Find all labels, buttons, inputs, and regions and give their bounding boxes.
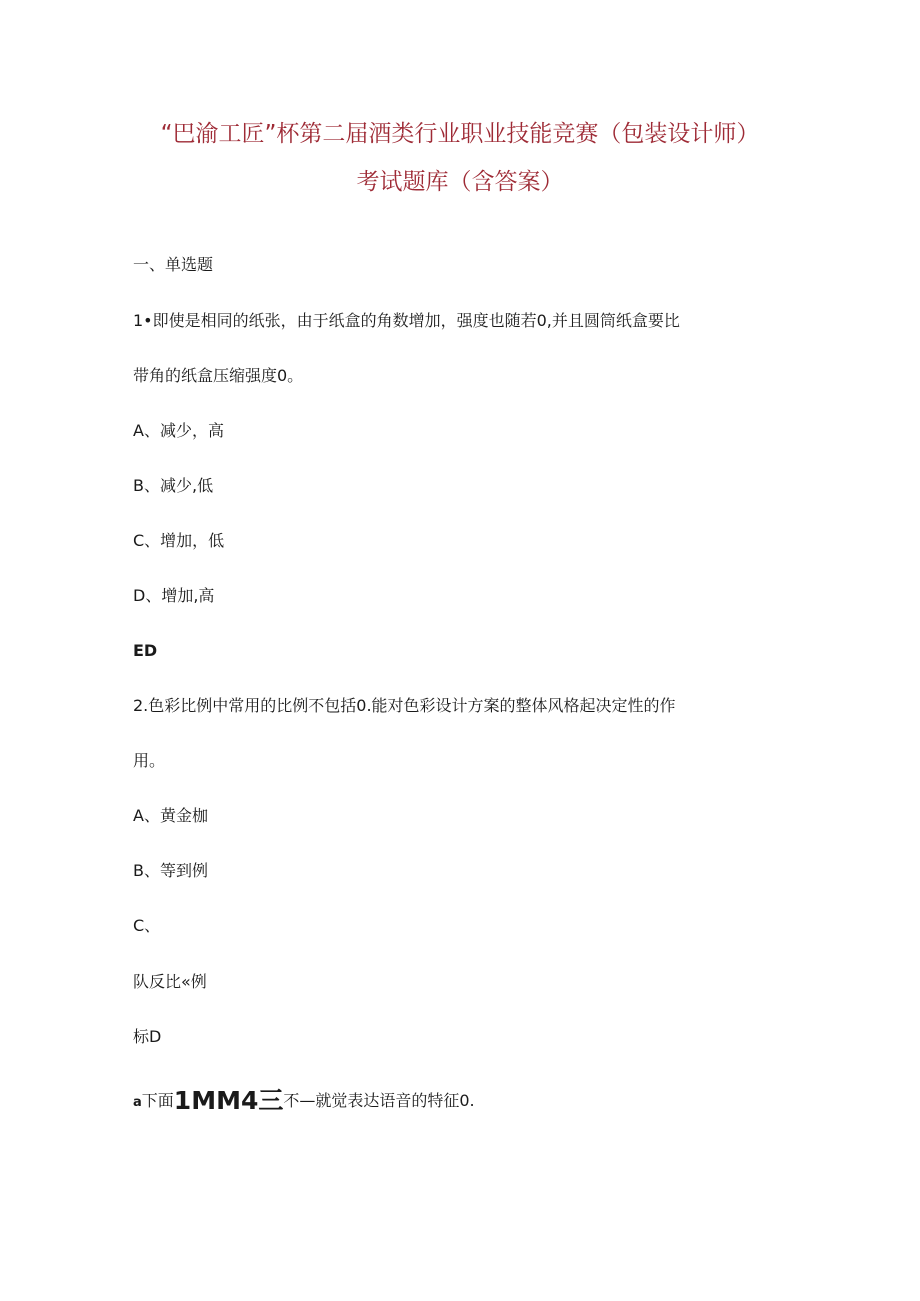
question-2-option-b: B、等到例 bbox=[133, 861, 208, 880]
question-2-option-c: C、 bbox=[133, 916, 161, 935]
question-3-number: a bbox=[133, 1095, 142, 1110]
question-3-text bbox=[133, 1086, 475, 1115]
question-2-option-a: A、黄金枷 bbox=[133, 806, 208, 825]
question-1-option-a: A、减少，高 bbox=[133, 421, 224, 440]
question-1-option-c: C、增加，低 bbox=[133, 531, 225, 550]
question-1-text-line-2: 带角的纸盒压缩强度0。 bbox=[133, 366, 304, 385]
document-title-line-2: 考试题库（含答案） bbox=[356, 169, 564, 195]
question-2-option-c-text: 队反比«例 bbox=[133, 972, 207, 991]
question-2-text-line-2: 用。 bbox=[133, 751, 166, 770]
question-3-part-2: 不—就觉表达语音的特征0. bbox=[283, 1091, 475, 1110]
question-3-part-1: 下面 bbox=[141, 1091, 174, 1110]
question-3-emphasis: 1MM4三 bbox=[173, 1086, 284, 1115]
question-1-answer: ED bbox=[133, 641, 158, 660]
section-heading: 一、单选题 bbox=[133, 255, 214, 274]
question-1-option-d: D、增加,高 bbox=[133, 586, 215, 605]
question-1-option-b: B、减少,低 bbox=[133, 476, 214, 495]
question-1-text-line-1: 1•即使是相同的纸张，由于纸盒的角数增加，强度也随若0,并且圆筒纸盒要比 bbox=[133, 311, 680, 330]
question-2-text-line-1: 2.色彩比例中常用的比例不包括0.能对色彩设计方案的整体风格起决定性的作 bbox=[133, 696, 676, 715]
question-2-answer: 标D bbox=[133, 1027, 162, 1046]
document-title-line-1: “巴渝工匠”杯第二届酒类行业职业技能竞赛（包装设计师） bbox=[160, 121, 760, 147]
